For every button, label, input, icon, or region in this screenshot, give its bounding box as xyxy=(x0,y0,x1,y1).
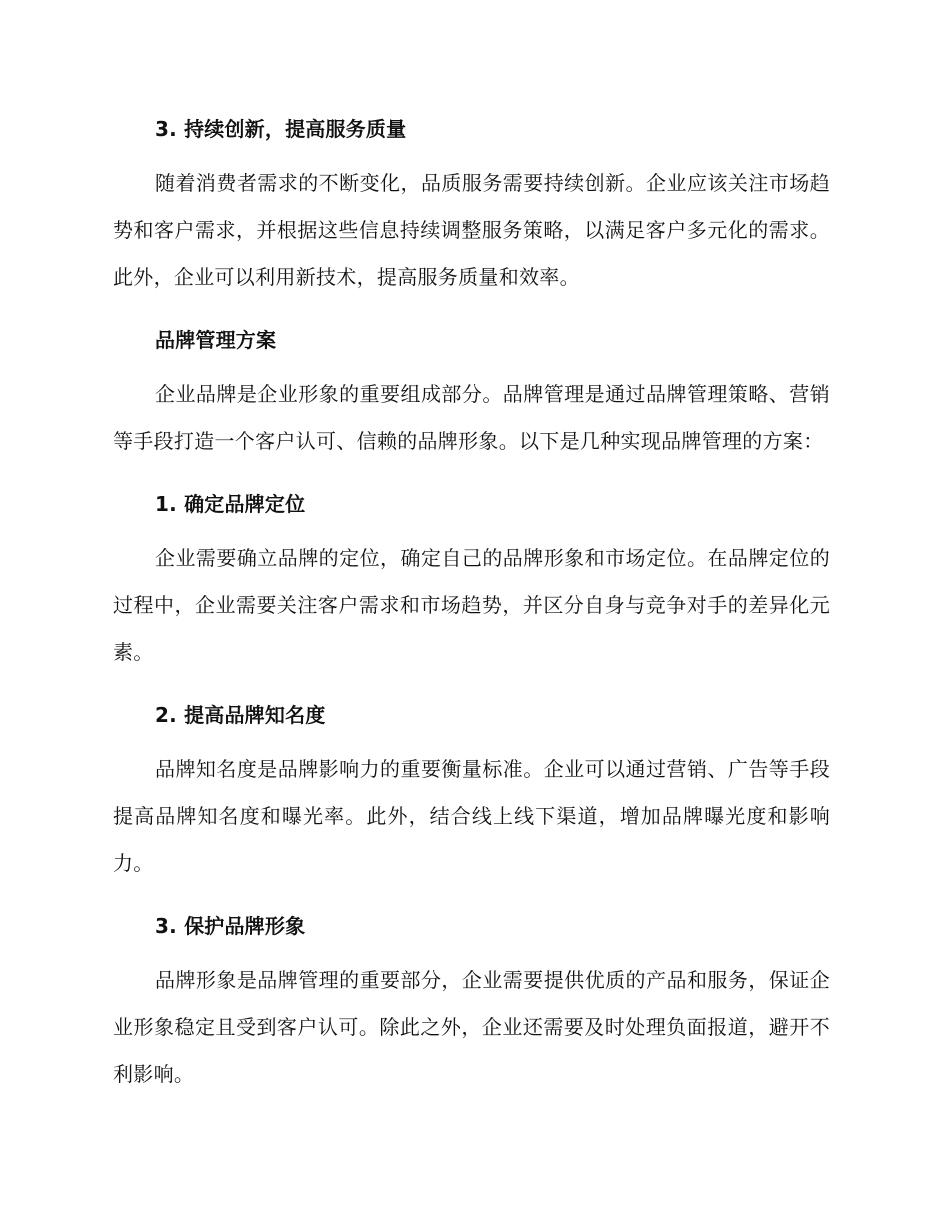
section-heading-innovation: 3. 持续创新，提高服务质量 xyxy=(155,117,407,141)
spacer xyxy=(113,943,830,957)
spacer xyxy=(113,301,830,323)
spacer xyxy=(113,465,830,487)
spacer xyxy=(113,357,830,371)
section-heading-brand-positioning: 1. 确定品牌定位 xyxy=(155,492,306,516)
section-body-brand-positioning: 企业需要确立品牌的定位，确定自己的品牌形象和市场定位。在品牌定位的过程中，企业需要关注客户需求和市场趋势，并区分自身与竞争对手的差异化元素。 xyxy=(113,546,830,664)
section-heading-brand-protection: 3. 保护品牌形象 xyxy=(155,914,306,938)
section-body-brand-protection: 品牌形象是品牌管理的重要部分，企业需要提供优质的产品和服务，保证企业形象稳定且受到客户认可。除此之外，企业还需要及时处理负面报道，避开不利影响。 xyxy=(113,968,830,1086)
spacer xyxy=(113,676,830,698)
section-body-brand-awareness: 品牌知名度是品牌影响力的重要衡量标准。企业可以通过营销、广告等手段提高品牌知名度和曝光率。此外，结合线上线下渠道，增加品牌曝光度和影响力。 xyxy=(113,757,830,875)
section-heading-brand-awareness: 2. 提高品牌知名度 xyxy=(155,703,326,727)
spacer xyxy=(113,521,830,535)
spacer xyxy=(113,887,830,909)
section-heading-brand-management: 品牌管理方案 xyxy=(155,328,277,352)
spacer xyxy=(113,732,830,746)
section-body-innovation: 随着消费者需求的不断变化，品质服务需要持续创新。企业应该关注市场趋势和客户需求，并根据这些信息持续调整服务策略，以满足客户多元化的需求。此外，企业可以利用新技术，提高服务质量和效率。 xyxy=(113,171,830,289)
section-body-brand-management: 企业品牌是企业形象的重要组成部分。品牌管理是通过品牌管理策略、营销等手段打造一个客户认可、信赖的品牌形象。以下是几种实现品牌管理的方案： xyxy=(113,382,830,453)
spacer xyxy=(113,146,830,160)
